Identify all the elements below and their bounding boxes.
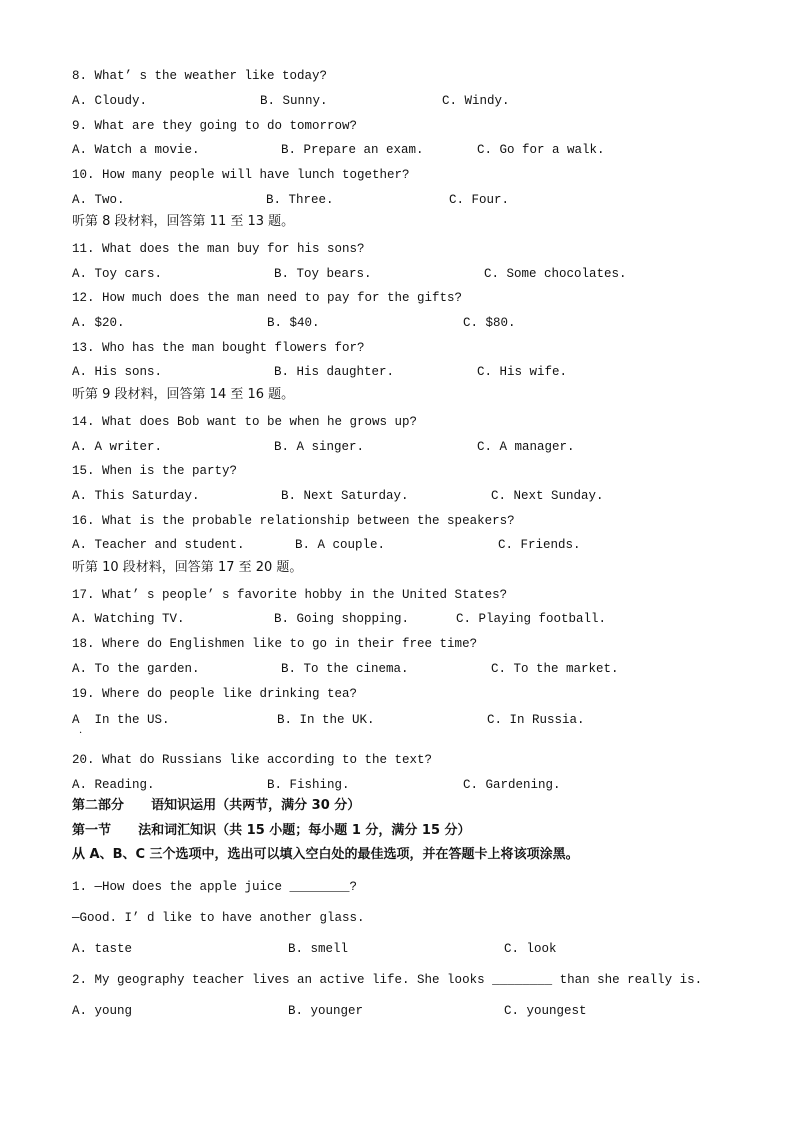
q14-option-c: C. A manager. bbox=[477, 440, 575, 454]
q15-option-a: A. This Saturday. bbox=[72, 489, 200, 503]
question-18: 18. Where do Englishmen like to go in their free time? bbox=[72, 637, 478, 651]
section-9-heading: 听第 9 段材料，回答第 14 至 16 题。 bbox=[72, 387, 295, 402]
q9-option-b: B. Prepare an exam. bbox=[281, 143, 424, 157]
question-10: 10. How many people will have lunch together? bbox=[72, 168, 410, 182]
question-12: 12. How much does the man need to pay for the gifts? bbox=[72, 291, 463, 305]
part-2-heading: 第二部分 语知识运用（共两节，满分 30 分） bbox=[72, 798, 361, 813]
q18-option-b: B. To the cinema. bbox=[281, 662, 409, 676]
q11-option-c: C. Some chocolates. bbox=[484, 267, 627, 281]
q15-option-b: B. Next Saturday. bbox=[281, 489, 409, 503]
question-8: 8. What’ s the weather like today? bbox=[72, 69, 328, 83]
q10-option-b: B. Three. bbox=[266, 193, 334, 207]
q12-option-c: C. $80. bbox=[463, 316, 516, 330]
q8-option-a: A. Cloudy. bbox=[72, 94, 148, 108]
part-2-instruction: 从 A、B、C 三个选项中，选出可以填入空白处的最佳选项，并在答题卡上将该项涂黑。 bbox=[72, 847, 579, 862]
q12-option-a: A. $20. bbox=[72, 316, 125, 330]
q15-option-c: C. Next Sunday. bbox=[491, 489, 604, 503]
q8-option-c: C. Windy. bbox=[442, 94, 510, 108]
q9-option-a: A. Watch a movie. bbox=[72, 143, 200, 157]
p2q2-option-b: B. younger bbox=[288, 1004, 364, 1018]
q14-option-b: B. A singer. bbox=[274, 440, 365, 454]
q8-option-b: B. Sunny. bbox=[260, 94, 328, 108]
q19-option-a: A In the US. bbox=[72, 713, 170, 727]
question-11: 11. What does the man buy for his sons? bbox=[72, 242, 365, 256]
q13-option-c: C. His wife. bbox=[477, 365, 568, 379]
stray-dot-mark: · bbox=[79, 728, 83, 739]
q16-option-a: A. Teacher and student. bbox=[72, 538, 245, 552]
q17-option-c: C. Playing football. bbox=[456, 612, 607, 626]
q20-option-c: C. Gardening. bbox=[463, 778, 561, 792]
q20-option-b: B. Fishing. bbox=[267, 778, 350, 792]
part-2-section-1-heading: 第一节 法和词汇知识（共 15 小题；每小题 1 分，满分 15 分） bbox=[72, 823, 471, 838]
q20-option-a: A. Reading. bbox=[72, 778, 155, 792]
q19-option-b: B. In the UK. bbox=[277, 713, 375, 727]
question-17: 17. What’ s people’ s favorite hobby in the United States? bbox=[72, 588, 508, 602]
q11-option-a: A. Toy cars. bbox=[72, 267, 163, 281]
question-15: 15. When is the party? bbox=[72, 464, 238, 478]
q16-option-b: B. A couple. bbox=[295, 538, 386, 552]
question-16: 16. What is the probable relationship between the speakers? bbox=[72, 514, 515, 528]
q16-option-c: C. Friends. bbox=[498, 538, 581, 552]
q14-option-a: A. A writer. bbox=[72, 440, 163, 454]
p2q1-option-b: B. smell bbox=[288, 942, 349, 956]
p2q2-option-c: C. youngest bbox=[504, 1004, 587, 1018]
q19-option-c: C. In Russia. bbox=[487, 713, 585, 727]
p2q1-option-c: C. look bbox=[504, 942, 557, 956]
part2-question-1: 1. —How does the apple juice ________? bbox=[72, 880, 358, 894]
q13-option-b: B. His daughter. bbox=[274, 365, 395, 379]
q13-option-a: A. His sons. bbox=[72, 365, 163, 379]
question-14: 14. What does Bob want to be when he grows up? bbox=[72, 415, 418, 429]
part2-question-2: 2. My geography teacher lives an active life. She looks ________ than she really is. bbox=[72, 973, 703, 987]
q18-option-a: A. To the garden. bbox=[72, 662, 200, 676]
q11-option-b: B. Toy bears. bbox=[274, 267, 372, 281]
q17-option-b: B. Going shopping. bbox=[274, 612, 410, 626]
q10-option-a: A. Two. bbox=[72, 193, 125, 207]
question-20: 20. What do Russians like according to the text? bbox=[72, 753, 433, 767]
section-10-heading: 听第 10 段材料，回答第 17 至 20 题。 bbox=[72, 560, 303, 575]
question-9: 9. What are they going to do tomorrow? bbox=[72, 119, 358, 133]
p2q1-option-a: A. taste bbox=[72, 942, 133, 956]
question-19: 19. Where do people like drinking tea? bbox=[72, 687, 358, 701]
q17-option-a: A. Watching TV. bbox=[72, 612, 185, 626]
section-8-heading: 听第 8 段材料，回答第 11 至 13 题。 bbox=[72, 214, 295, 229]
q12-option-b: B. $40. bbox=[267, 316, 320, 330]
p2q2-option-a: A. young bbox=[72, 1004, 133, 1018]
q10-option-c: C. Four. bbox=[449, 193, 510, 207]
part2-question-1-reply: —Good. I’ d like to have another glass. bbox=[72, 911, 365, 925]
question-13: 13. Who has the man bought flowers for? bbox=[72, 341, 365, 355]
q9-option-c: C. Go for a walk. bbox=[477, 143, 605, 157]
q18-option-c: C. To the market. bbox=[491, 662, 619, 676]
